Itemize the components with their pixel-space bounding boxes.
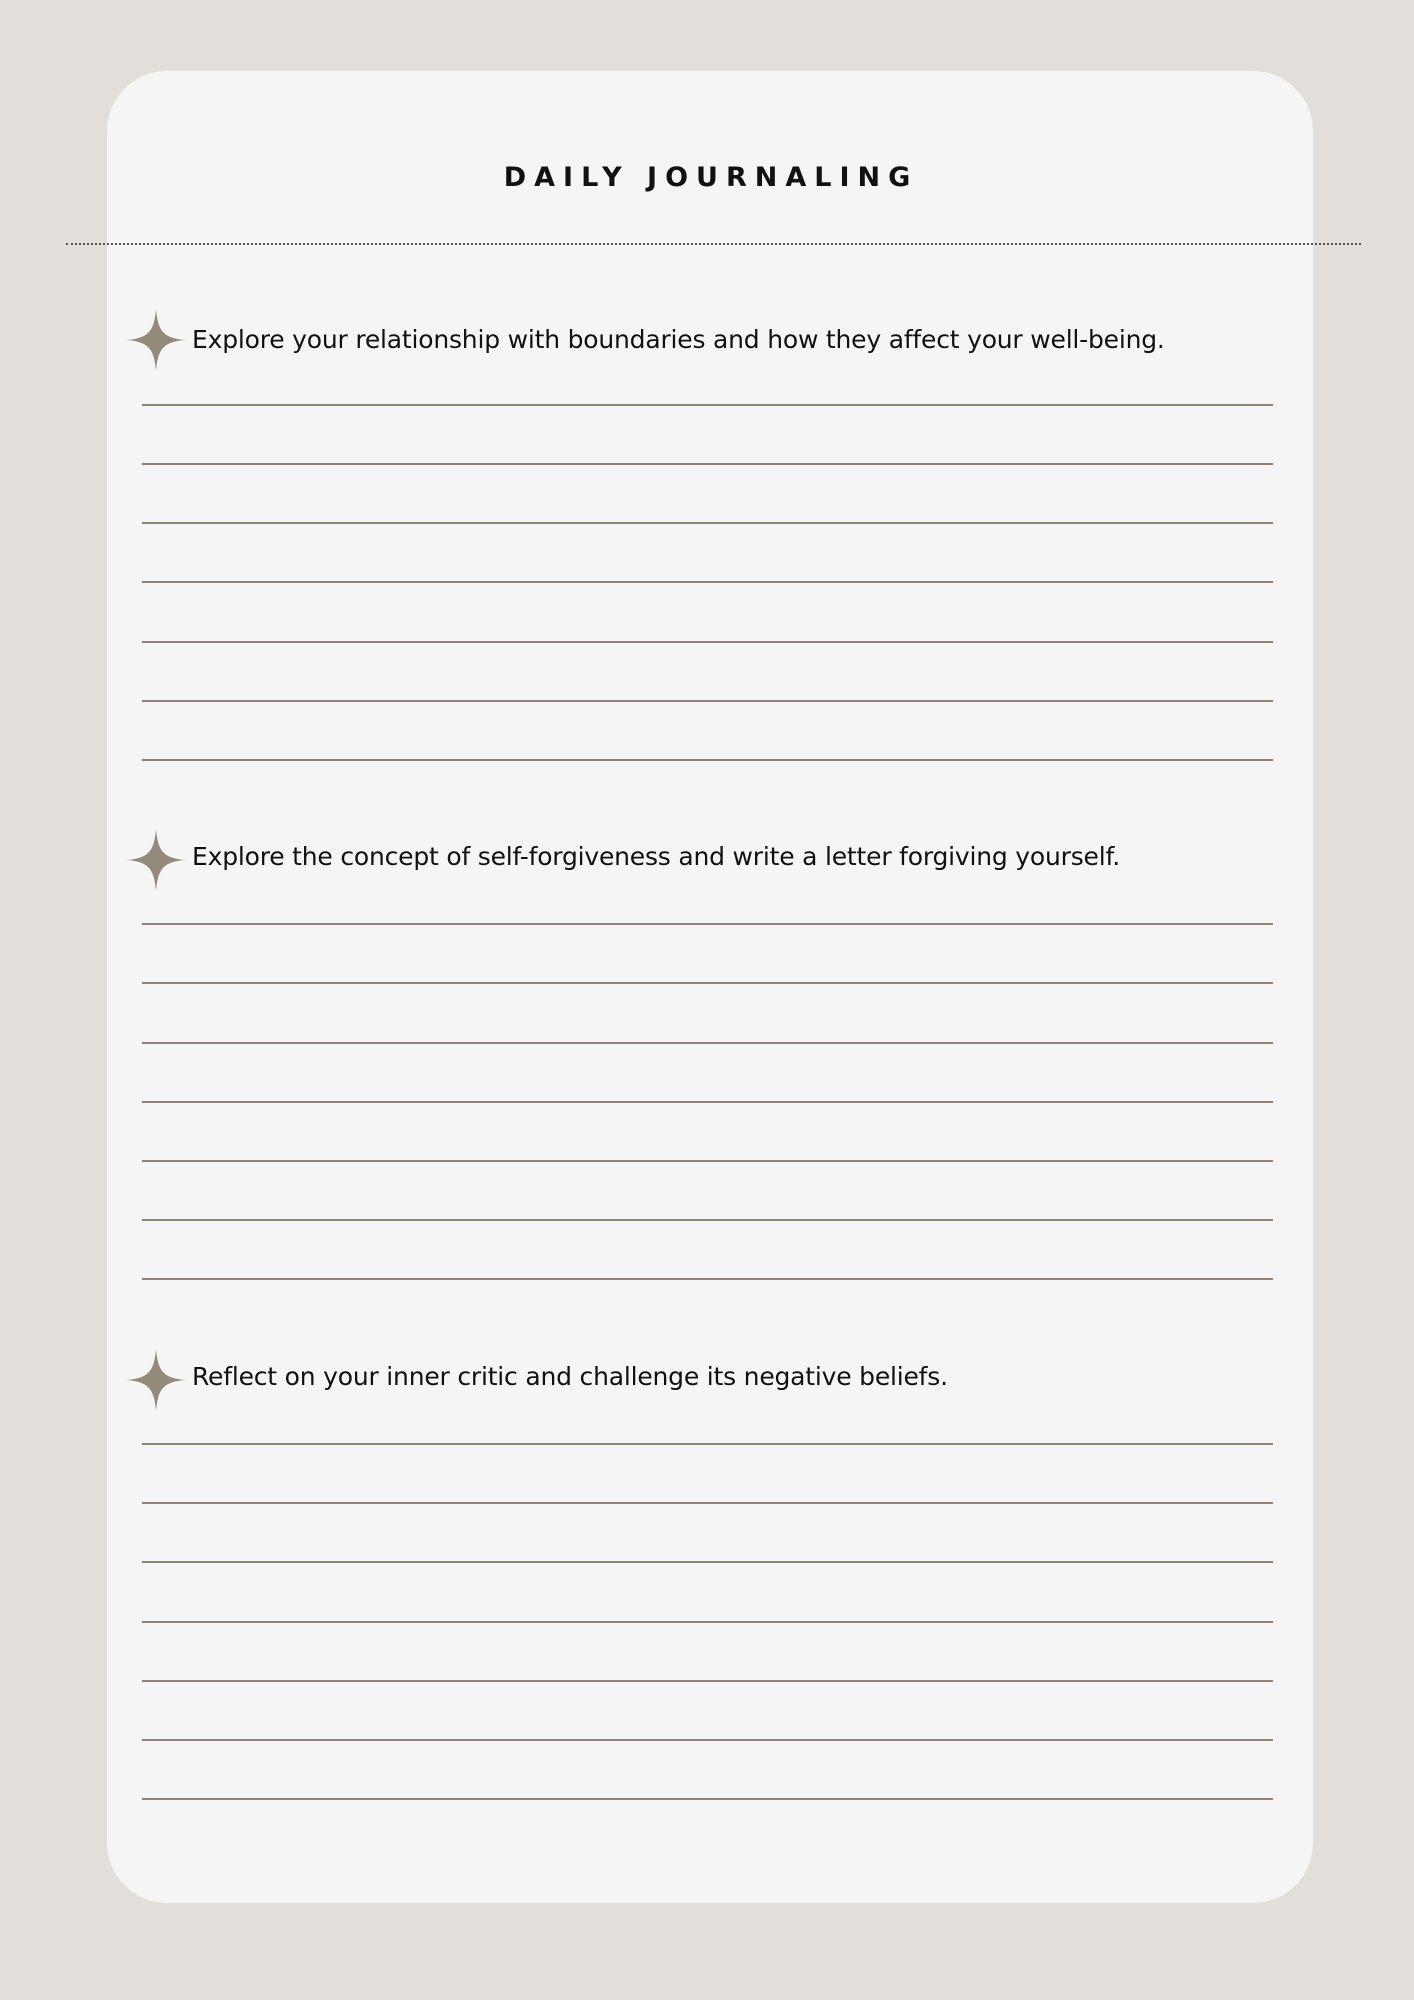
writing-line[interactable]: [142, 1443, 1273, 1445]
writing-line[interactable]: [142, 1621, 1273, 1623]
page-title: DAILY JOURNALING: [503, 162, 919, 193]
prompt-2-text: Explore the concept of self-forgiveness and write a letter forgiving yourself.: [192, 842, 1120, 871]
writing-line[interactable]: [142, 404, 1273, 406]
writing-line[interactable]: [142, 1561, 1273, 1563]
writing-line[interactable]: [142, 759, 1273, 761]
sparkle-star-icon: [127, 829, 185, 891]
writing-line[interactable]: [142, 581, 1273, 583]
sparkle-star-icon: [127, 1349, 185, 1411]
writing-line[interactable]: [142, 1739, 1273, 1741]
writing-line[interactable]: [142, 1680, 1273, 1682]
dotted-divider: [66, 243, 1361, 245]
writing-line[interactable]: [142, 522, 1273, 524]
writing-line[interactable]: [142, 1160, 1273, 1162]
writing-line[interactable]: [142, 923, 1273, 925]
writing-line[interactable]: [142, 1042, 1273, 1044]
writing-line[interactable]: [142, 1798, 1273, 1800]
writing-line[interactable]: [142, 1101, 1273, 1103]
writing-line[interactable]: [142, 1278, 1273, 1280]
prompt-3-text: Reflect on your inner critic and challenge its negative beliefs.: [192, 1362, 948, 1391]
writing-line[interactable]: [142, 1219, 1273, 1221]
writing-line[interactable]: [142, 463, 1273, 465]
writing-line[interactable]: [142, 700, 1273, 702]
writing-line[interactable]: [142, 641, 1273, 643]
writing-line[interactable]: [142, 982, 1273, 984]
sparkle-star-icon: [127, 309, 185, 371]
prompt-1-text: Explore your relationship with boundaries and how they affect your well-being.: [192, 325, 1165, 354]
writing-line[interactable]: [142, 1502, 1273, 1504]
